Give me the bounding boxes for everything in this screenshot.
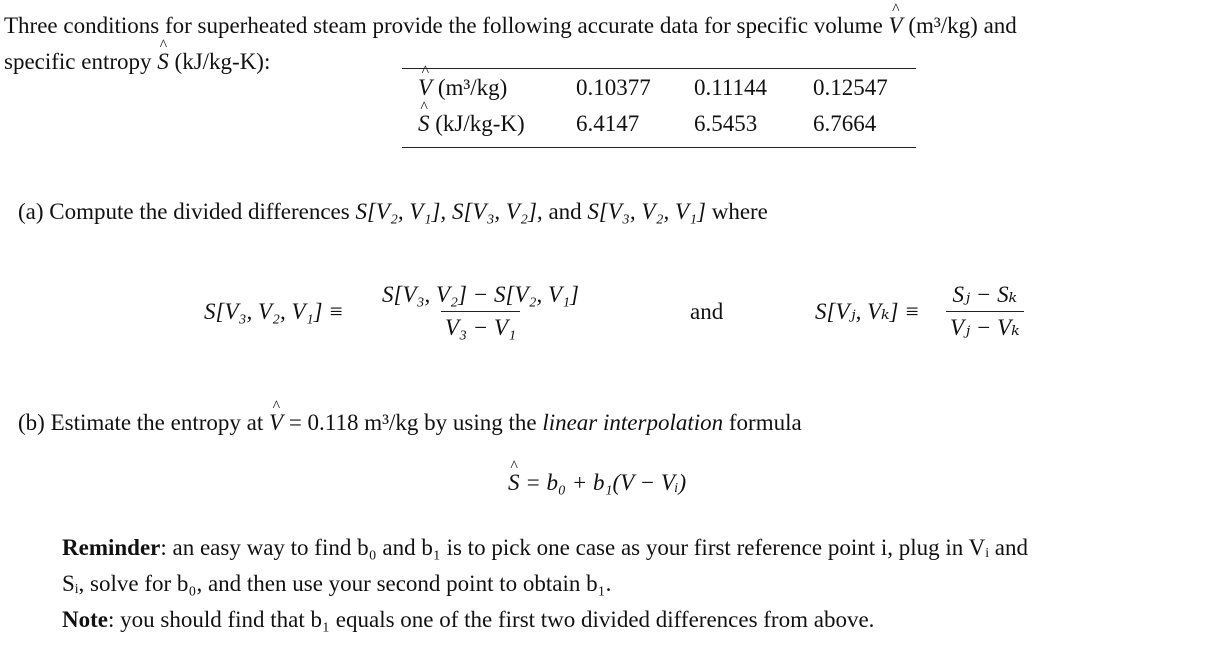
table-row-volume <box>402 73 916 109</box>
entropy-symbol: ^ S <box>508 470 520 496</box>
volume-symbol: ^ V <box>889 13 903 39</box>
divided-difference-2: S[V₃, V₂], <box>451 199 543 224</box>
reminder-text-2: Sᵢ, solve for b₀, and then use your second point to obtain b₁. <box>62 571 612 596</box>
divided-difference-3: S[V₃, V₂, V₁] <box>587 199 706 224</box>
note-label: Note <box>62 607 108 632</box>
row-label-volume: ^ V (m³/kg) <box>418 75 507 101</box>
intro-text: Three conditions for superheated steam provide the following accurate data for specific volume <box>4 13 883 38</box>
interpolation-formula: ^ S = b₀ + b₁(V − Vᵢ) <box>508 470 686 496</box>
intro-line-2 <box>4 49 270 75</box>
table-cell: 6.7664 <box>813 111 877 136</box>
steam-data-table <box>402 68 916 148</box>
table-cell: 0.10377 <box>576 75 651 100</box>
fraction-numerator: S[V₃, V₂] − S[V₂, V₁] <box>382 282 580 307</box>
note-line <box>62 607 874 633</box>
entropy-symbol: ^ S <box>157 49 169 75</box>
divided-difference-1: S[V₂, V₁], <box>355 199 447 224</box>
row-label-entropy: ^ S (kJ/kg-K) <box>418 111 525 137</box>
reminder-line-1 <box>62 535 1028 561</box>
table-cell: 6.4147 <box>576 111 640 136</box>
formula-lhs-2: S[Vⱼ, Vₖ] ≡ <box>815 299 920 324</box>
part-a-prompt: (a) Compute the divided differences S[V₂, V₁], S[V₃, V₂], and S[V₃, V₂, V₁] where <box>18 199 768 224</box>
table-row-entropy <box>402 109 916 145</box>
formula-fraction-first-difference <box>946 282 1024 341</box>
formula-lhs: S[V₃, V₂, V₁] ≡ <box>204 299 344 324</box>
intro-volume-unit: (m³/kg) and <box>908 13 1017 38</box>
reminder-text: : an easy way to find b₀ and b₁ is to pick one case as your first reference point i, plug in Vᵢ and <box>160 535 1028 560</box>
intro-text-2: specific entropy <box>4 49 152 74</box>
linear-interpolation-emphasis: linear interpolation <box>542 410 724 435</box>
reminder-line-2 <box>62 571 611 597</box>
intro-entropy-unit: (kJ/kg-K): <box>174 49 271 74</box>
formula-fraction-second-difference <box>378 282 583 341</box>
table-cell: 0.11144 <box>694 75 768 100</box>
intro-line-1 <box>4 13 1017 39</box>
fraction-denominator: V₃ − V₁ <box>441 311 520 341</box>
part-b-prompt: (b) Estimate the entropy at ^ V = 0.118 m³/kg by using the linear interpolation formula <box>18 410 802 436</box>
volume-symbol: ^ V <box>269 410 283 436</box>
fraction-numerator: Sⱼ − Sₖ <box>952 282 1018 307</box>
table-cell: 6.5453 <box>694 111 758 136</box>
formula-and: and <box>690 299 724 324</box>
note-text: : you should find that b₁ equals one of the first two divided differences from above. <box>107 607 875 632</box>
table-cell: 0.12547 <box>813 75 888 100</box>
fraction-denominator: Vⱼ − Vₖ <box>946 311 1024 341</box>
reminder-label: Reminder <box>62 535 161 560</box>
